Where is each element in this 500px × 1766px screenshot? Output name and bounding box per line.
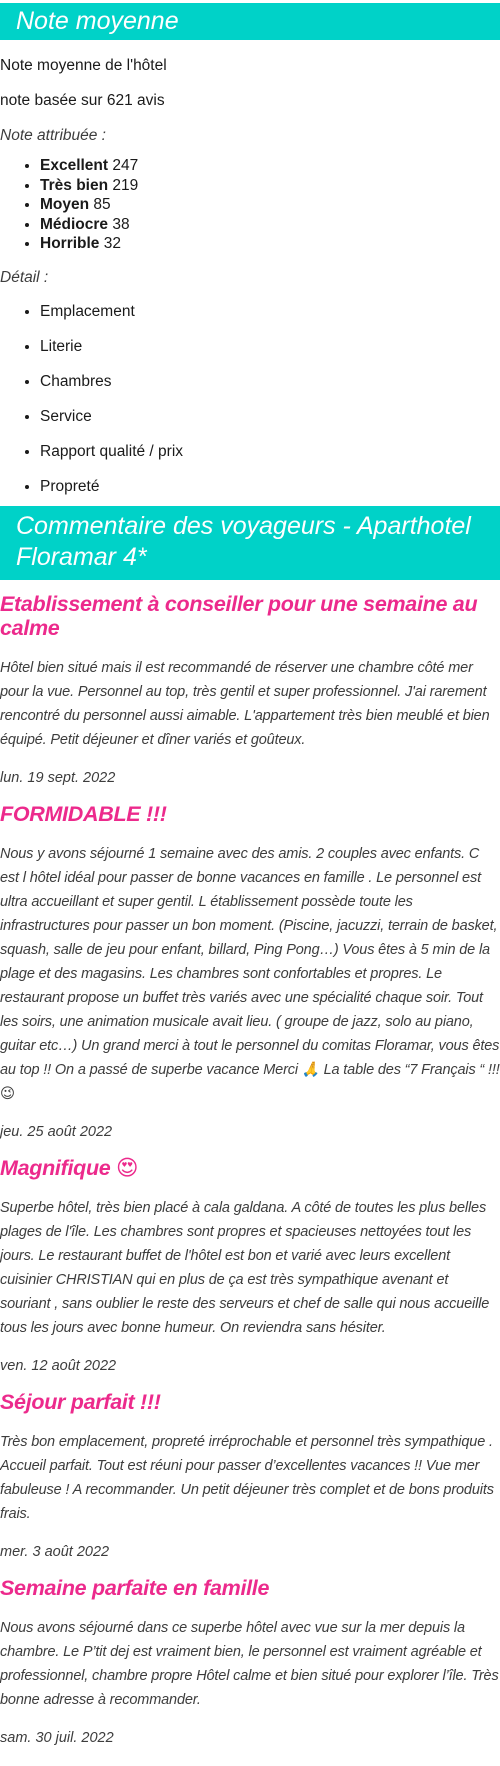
review-item bbox=[0, 1156, 500, 1376]
review-count-text: note basée sur 621 avis bbox=[0, 92, 165, 109]
review-date: jeu. 25 août 2022 bbox=[0, 1123, 113, 1140]
traveler-comments-title: Commentaire des voyageurs - Aparthotel Floramar 4* bbox=[16, 511, 471, 571]
rating-mediocre bbox=[40, 215, 500, 235]
rating-label: Excellent bbox=[40, 157, 109, 174]
rating-moyen bbox=[40, 195, 500, 215]
detail-item: • Emplacement bbox=[40, 302, 500, 321]
rating-label: Médiocre bbox=[40, 215, 109, 233]
review-title: Semaine parfaite en famille bbox=[0, 1575, 270, 1600]
rating-label: Horrible bbox=[40, 235, 100, 252]
ratings-list bbox=[0, 156, 500, 254]
review-item bbox=[0, 1576, 500, 1748]
rating-count: 247 bbox=[112, 157, 139, 174]
hotel-score-label: Note moyenne de l'hôtel bbox=[0, 57, 167, 74]
detail-item: • Literie bbox=[40, 337, 500, 356]
review-date: mer. 3 août 2022 bbox=[0, 1543, 110, 1560]
review-body: Hôtel bien situé mais il est recommandé de réserver une chambre côté mer pour la vue. Personnel au top, très gentil et super professionnel. J'ai rarement rencontré du personnel aussi aimable. L'appartement très bien meublé et bien équipé. Petit déjeuner et dîner variés et goûteux. bbox=[0, 659, 490, 748]
review-date: sam. 30 juil. 2022 bbox=[0, 1729, 114, 1746]
rating-horrible bbox=[40, 234, 500, 254]
average-rating-title: Note moyenne bbox=[16, 7, 179, 35]
review-title: FORMIDABLE !!! bbox=[0, 801, 167, 826]
traveler-comments-banner bbox=[0, 506, 500, 580]
rating-label: Très bien bbox=[40, 176, 109, 194]
review-title: Etablissement à conseiller pour une semaine au calme bbox=[0, 591, 478, 640]
review-item bbox=[0, 592, 500, 788]
details-list bbox=[0, 302, 500, 496]
review-body: Superbe hôtel, très bien placé à cala galdana. A côté de toutes les plus belles plages de l'île. Les chambres sont propres et spacieuses nettoyées tout les jours. Le restaurant buffet de l'hôtel est bon et varié avec leurs excellent cuisinier CHRISTIAN qui en plus de ça est très sympathique avenant et souriant , sans oublier le reste des serveurs et chef de salle qui nous accueille tous les jours avec bonne humeur. On reviendra sans hésiter. bbox=[0, 1199, 490, 1336]
review-title: Séjour parfait !!! bbox=[0, 1389, 161, 1414]
detail-item: • Propreté bbox=[40, 477, 500, 496]
review-item bbox=[0, 1390, 500, 1562]
review-body: Très bon emplacement, propreté irréprochable et personnel très sympathique . Accueil parfait. Tout est réuni pour passer d’excellentes vacances !! Vue mer fabuleuse ! A recommander. Un petit déjeuner très complet et de bons produits frais. bbox=[0, 1433, 494, 1522]
average-rating-banner bbox=[0, 3, 500, 40]
details-label: Détail : bbox=[0, 268, 49, 286]
rating-label: Moyen bbox=[40, 196, 90, 213]
rating-count: 38 bbox=[112, 215, 130, 233]
rating-count: 32 bbox=[103, 235, 121, 252]
rating-tres-bien bbox=[40, 176, 500, 196]
review-date: ven. 12 août 2022 bbox=[0, 1357, 117, 1374]
review-title: Magnifique 😍 bbox=[0, 1155, 139, 1180]
rating-excellent bbox=[40, 156, 500, 176]
review-item bbox=[0, 802, 500, 1142]
review-date: lun. 19 sept. 2022 bbox=[0, 769, 116, 786]
detail-item: • Chambres bbox=[40, 372, 500, 391]
review-body: Nous y avons séjourné 1 semaine avec des amis. 2 couples avec enfants. C est l hôtel idéal pour passer de bonne vacances en famille . Le personnel est ultra accueillant et super gentil. L établissement possède toute les infrastructures pour passer un bon moment. (Piscine, jacuzzi, terrain de basket, squash, salle de jeu pour enfant, billard, Ping Pong…) Vous êtes à 5 min de la plage et des magasins. Les chambres sont confortables et propres. Le restaurant propose un buffet très variés avec une spécialité chaque soir. Tout les soirs, une animation musicale avait lieu. ( groupe de jazz, solo au piano, guitar etc…) Un grand merci à tout le personnel du comitas Floramar, vous êtes au top !! On a passé de superbe vacance Merci 🙏 La table des “7 Français “ !!! 😉 bbox=[0, 845, 500, 1102]
rating-count: 219 bbox=[112, 176, 139, 194]
review-body: Nous avons séjourné dans ce superbe hôtel avec vue sur la mer depuis la chambre. Le P’tit dej est vraiment bien, le personnel est vraiment agréable et professionnel, chambre propre Hôtel calme et bien situé pour explorer l’île. Très bonne adresse à recommander. bbox=[0, 1619, 499, 1708]
detail-item: • Rapport qualité / prix bbox=[40, 442, 500, 461]
rating-count: 85 bbox=[93, 196, 111, 213]
ratings-label: Note attribuée : bbox=[0, 127, 106, 144]
detail-item: • Service bbox=[40, 407, 500, 426]
